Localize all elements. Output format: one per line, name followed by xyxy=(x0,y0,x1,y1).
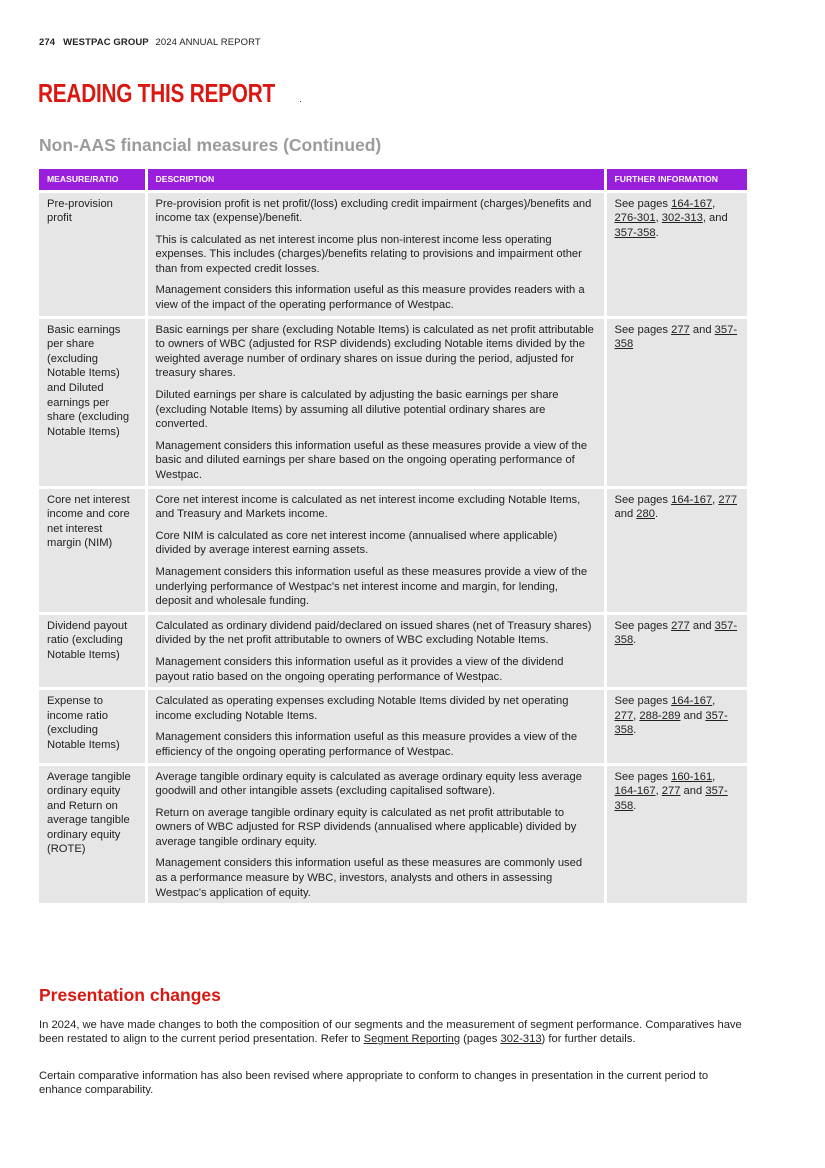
further-info-cell xyxy=(605,689,747,764)
report-title: 2024 ANNUAL REPORT xyxy=(155,37,261,48)
link-separator: and xyxy=(614,508,637,521)
measure-name: Expense to income ratio (excluding Notable Items) xyxy=(47,695,120,751)
page-link[interactable]: 160-161 xyxy=(671,770,713,783)
decorative-dot xyxy=(300,101,301,102)
description-cell xyxy=(146,317,605,487)
link-separator: and xyxy=(689,323,715,336)
page-link[interactable]: 164-167 xyxy=(671,493,713,506)
section-subtitle: Non-AAS financial measures (Continued) xyxy=(39,135,382,155)
paragraph-text: (pages xyxy=(460,1033,501,1046)
measure-cell xyxy=(39,689,146,764)
link-separator: , and xyxy=(702,212,728,225)
page-link[interactable]: 277 xyxy=(671,323,690,336)
measure-cell xyxy=(39,317,146,487)
table-row xyxy=(39,317,747,487)
see-pages-text: See pages xyxy=(614,493,672,506)
page-link[interactable]: 357-358 xyxy=(614,323,738,351)
description-paragraph: Management considers this information useful as this measure provides readers with a view of the impact of the operating performance of Westpac. xyxy=(155,284,585,312)
measure-name: Basic earnings per share (excluding Notable Items) and Diluted earnings per share (excluding Notable Items) xyxy=(47,323,130,438)
description-paragraph: Calculated as ordinary dividend paid/declared on issued shares (net of Treasury shares) divided by the net profit attributable to owners of WBC excluding Notable Items. xyxy=(155,619,592,647)
link-separator: , xyxy=(655,212,662,225)
measure-cell xyxy=(39,613,146,688)
description-paragraph: Pre-provision profit is net profit/(loss) excluding credit impairment (charges)/benefits and income tax (expense)/benefit. xyxy=(155,197,592,225)
description-paragraph: Diluted earnings per share is calculated by adjusting the basic earnings per share (excluding Notable Items) by assuming all dilutive potential ordinary shares are converted. xyxy=(155,389,559,431)
description-paragraph: Management considers this information useful as these measures are commonly used as a performance measure by WBC, investors, analysts and others in assessing Westpac's application of equity. xyxy=(155,857,583,899)
description-cell xyxy=(146,487,605,613)
link-suffix: . xyxy=(654,508,659,521)
description-paragraph: Return on average tangible ordinary equity is calculated as net profit attributable to owners of WBC adjusted for RSP dividends (annualised where applicable) divided by average tangible ordinary equity. xyxy=(155,806,577,848)
link-separator: , xyxy=(655,785,662,798)
further-info-cell xyxy=(605,764,747,903)
column-header-measure: MEASURE/RATIO xyxy=(39,169,146,191)
page-link[interactable]: 357-358 xyxy=(614,785,728,812)
link-suffix: . xyxy=(633,634,637,647)
description-paragraph: This is calculated as net interest income plus non-interest income less operating expenses. This includes (charges)/benefits relating to provisions and impairment other than from expected credit losses. xyxy=(155,233,582,275)
link-separator: , xyxy=(712,695,716,708)
page-link[interactable]: 357-358 xyxy=(614,709,728,737)
page-link[interactable]: 302-313 xyxy=(500,1033,542,1046)
see-pages-text: See pages xyxy=(614,197,672,210)
table-row xyxy=(39,487,747,613)
description-cell xyxy=(146,191,605,317)
description-cell xyxy=(146,689,605,764)
presentation-paragraph-2: Certain comparative information has also been revised where appropriate to conform to changes in presentation in the current period to enhance comparability. xyxy=(39,1070,709,1097)
measure-cell xyxy=(39,191,146,317)
page-link[interactable]: 277 xyxy=(614,709,634,722)
description-paragraph: Core net interest income is calculated as net interest income excluding Notable Items, and Treasury and Markets income. xyxy=(155,493,581,521)
page-link[interactable]: 277 xyxy=(718,493,738,506)
description-paragraph: Average tangible ordinary equity is calculated as average ordinary equity less average goodwill and other intangible assets (excluding capitalised software). xyxy=(155,770,582,798)
page-link[interactable]: 357-358 xyxy=(614,226,656,239)
table-row xyxy=(39,764,747,903)
link-separator: and xyxy=(680,785,706,798)
further-info-cell xyxy=(605,317,747,487)
link-suffix: . xyxy=(633,799,637,812)
presentation-paragraph-1 xyxy=(39,1018,744,1046)
table-row xyxy=(39,613,747,688)
page-link[interactable]: 280 xyxy=(636,508,655,521)
link-separator: , xyxy=(712,197,716,210)
measures-table xyxy=(39,169,747,903)
page-link[interactable]: 277 xyxy=(671,619,690,632)
description-paragraph: Management considers this information useful as this measure provides a view of the efficiency of the ongoing operating performance of Westpac. xyxy=(155,731,578,758)
description-cell xyxy=(146,764,605,903)
page-link[interactable]: 357-358 xyxy=(614,619,738,647)
page-link[interactable]: 302-313 xyxy=(661,212,703,225)
page-header xyxy=(39,37,261,48)
description-paragraph: Management considers this information useful as these measures provide a view of the underlying performance of Westpac's net interest income and margin, for lending, deposit and wholesale funding. xyxy=(155,565,588,608)
link-suffix: . xyxy=(655,226,659,239)
description-paragraph: Management considers this information useful as these measures provide a view of the basic and diluted earnings per share based on the ongoing operating performance of Westpac. xyxy=(155,439,588,481)
page-link[interactable]: 164-167 xyxy=(671,197,713,210)
further-info-cell xyxy=(605,613,747,688)
description-paragraph: Calculated as operating expenses excluding Notable Items divided by net operating income excluding Notable Items. xyxy=(155,695,569,722)
further-info-cell xyxy=(605,487,747,613)
page-link[interactable]: 288-289 xyxy=(639,709,681,722)
page-link[interactable]: 277 xyxy=(661,785,681,798)
column-header-further-information: FURTHER INFORMATION xyxy=(605,169,747,191)
description-cell xyxy=(146,613,605,688)
page-link[interactable]: 164-167 xyxy=(614,785,656,798)
link-separator: , xyxy=(712,770,716,783)
paragraph-text: In 2024, we have made changes to both the composition of our segments and the measurement of segment performance. Comparatives have been restated to align to the current period presentation. Refer to xyxy=(39,1019,742,1046)
presentation-changes-heading: Presentation changes xyxy=(39,985,221,1005)
page-number: 274 xyxy=(39,37,56,48)
column-header-description: DESCRIPTION xyxy=(146,169,605,191)
link-separator: and xyxy=(680,709,706,722)
measure-cell xyxy=(39,487,146,613)
link-separator: and xyxy=(689,619,715,632)
link-separator: , xyxy=(712,493,719,506)
organization-name: WESTPAC GROUP xyxy=(63,37,149,48)
measure-name: Average tangible ordinary equity and Return on average tangible ordinary equity (ROTE) xyxy=(47,770,131,856)
page-link[interactable]: 276-301 xyxy=(614,212,656,225)
description-paragraph: Management considers this information useful as it provides a view of the dividend payout ratio based on the ongoing operating performance of Westpac. xyxy=(155,655,564,683)
measure-name: Pre-provision profit xyxy=(47,197,113,225)
table-header-row xyxy=(39,169,747,191)
description-paragraph: Basic earnings per share (excluding Notable Items) is calculated as net profit attributable to owners of WBC (adjusted for RSP dividends) excluding Notable items divided by the weighted average number of ordinary shares on issue during the period, adjusted for treasury shares. xyxy=(155,323,594,380)
link-separator: , xyxy=(633,709,640,722)
paragraph-text: ) for further details. xyxy=(541,1033,636,1046)
link-suffix: . xyxy=(633,724,637,737)
table-row xyxy=(39,689,747,764)
segment-reporting-link[interactable]: Segment Reporting xyxy=(363,1033,461,1046)
see-pages-text: See pages xyxy=(614,619,672,632)
page-link[interactable]: 164-167 xyxy=(671,695,713,708)
see-pages-text: See pages xyxy=(614,695,672,708)
see-pages-text: See pages xyxy=(614,770,672,783)
further-info-cell xyxy=(605,191,747,317)
measure-name: Dividend payout ratio (excluding Notable Items) xyxy=(47,619,128,661)
see-pages-text: See pages xyxy=(614,323,672,336)
page-title: READING THIS REPORT xyxy=(38,78,275,108)
measure-name: Core net interest income and core net interest margin (NIM) xyxy=(47,493,130,550)
table-body xyxy=(39,191,747,903)
description-paragraph: Core NIM is calculated as core net interest income (annualised where applicable) divided by average interest earning assets. xyxy=(155,529,558,557)
table-row xyxy=(39,191,747,317)
measure-cell xyxy=(39,764,146,903)
